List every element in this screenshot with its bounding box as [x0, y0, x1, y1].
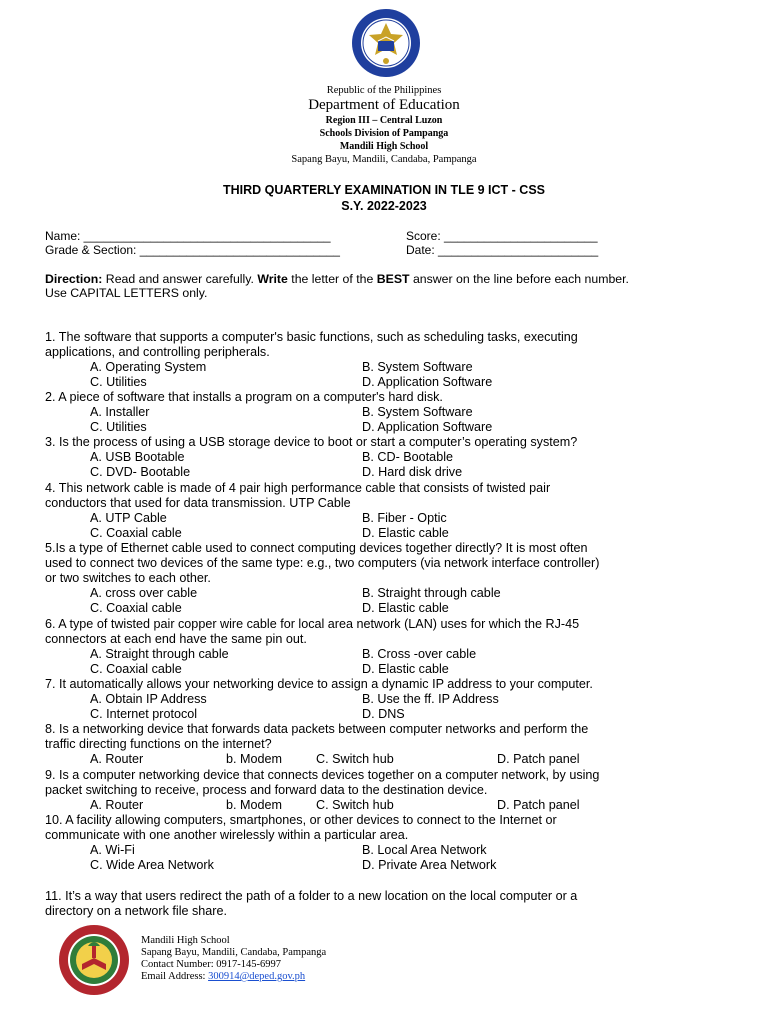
school-logo	[58, 924, 130, 996]
footer-contact: Contact Number: 0917-145-6997	[141, 959, 281, 970]
question-1-line-1: 1. The software that supports a computer's basic functions, such as scheduling tasks, executing	[45, 330, 578, 344]
division-text: Schools Division of Pampanga	[319, 128, 449, 139]
q9-option-c: C. Switch hub	[316, 798, 394, 812]
school-year: S.Y. 2022-2023	[341, 199, 427, 213]
q4-option-c: C. Coaxial cable	[90, 526, 182, 540]
question-5-line-1: 5.Is a type of Ethernet cable used to connect computing devices together directly? It is most often	[45, 541, 588, 555]
q8-option-d: D. Patch panel	[497, 752, 580, 766]
q1-option-a: A. Operating System	[90, 360, 207, 374]
q8-option-c: C. Switch hub	[316, 752, 394, 766]
q10-option-a: A. Wi-Fi	[90, 843, 135, 857]
q4-option-d: D. Elastic cable	[362, 526, 449, 540]
q6-option-b: B. Cross -over cable	[362, 647, 477, 661]
q5-option-b: B. Straight through cable	[362, 586, 501, 600]
question-8-line-2: traffic directing functions on the internet?	[45, 737, 272, 751]
direction-label: Direction:	[45, 272, 103, 286]
q9-option-b: b. Modem	[226, 798, 282, 812]
question-10-line-2: communicate with one another wirelessly within a particular area.	[45, 828, 409, 842]
footer-email-line	[141, 971, 305, 983]
question-11-line-1: 11. It’s a way that users redirect the path of a folder to a new location on the local computer or a	[45, 889, 578, 903]
name-field[interactable]: Name: _____________________________________	[45, 229, 331, 243]
direction-line-1	[45, 272, 629, 287]
q2-option-c: C. Utilities	[90, 420, 147, 434]
q5-option-c: C. Coaxial cable	[90, 601, 182, 615]
q7-option-a: A. Obtain IP Address	[90, 692, 207, 706]
q8-option-b: b. Modem	[226, 752, 282, 766]
question-3-line-1: 3. Is the process of using a USB storage device to boot or start a computer’s operating system?	[45, 435, 578, 449]
question-7-line-1: 7. It automatically allows your networking device to assign a dynamic IP address to your computer.	[45, 677, 593, 691]
q7-option-b: B. Use the ff. IP Address	[362, 692, 499, 706]
republic-text: Republic of the Philippines	[326, 85, 442, 96]
question-5-line-2: used to connect two devices of the same type: e.g., two computers (via network interface controller)	[45, 556, 600, 570]
footer-email-label: Email Address:	[141, 971, 209, 982]
school-text: Mandili High School	[339, 141, 429, 152]
q5-option-d: D. Elastic cable	[362, 601, 449, 615]
question-10-line-1: 10. A facility allowing computers, smartphones, or other devices to connect to the Internet or	[45, 813, 557, 827]
direction-write: Write	[257, 272, 288, 286]
question-9-line-2: packet switching to receive, process and forward data to the destination device.	[45, 783, 488, 797]
region-text: Region III – Central Luzon	[325, 115, 443, 126]
q4-option-b: B. Fiber - Optic	[362, 511, 447, 525]
department-text: Department of Education	[308, 97, 460, 113]
q1-option-d: D. Application Software	[362, 375, 493, 389]
question-6-line-1: 6. A type of twisted pair copper wire cable for local area network (LAN) uses for which the RJ-45	[45, 617, 580, 631]
deped-seal-logo	[351, 8, 421, 78]
q7-option-d: D. DNS	[362, 707, 405, 721]
question-5-line-3: or two switches to each other.	[45, 571, 211, 585]
q2-option-d: D. Application Software	[362, 420, 493, 434]
q7-option-c: C. Internet protocol	[90, 707, 198, 721]
q3-option-a: A. USB Bootable	[90, 450, 185, 464]
q1-option-b: B. System Software	[362, 360, 473, 374]
question-9-line-1: 9. Is a computer networking device that connects devices together on a computer network, by using	[45, 768, 600, 782]
q6-option-d: D. Elastic cable	[362, 662, 449, 676]
grade-section-field[interactable]: Grade & Section: ______________________________	[45, 243, 340, 257]
q10-option-d: D. Private Area Network	[362, 858, 497, 872]
question-4-line-2: conductors that used for data transmission. UTP Cable	[45, 496, 351, 510]
question-11-line-2: directory on a network file share.	[45, 904, 227, 918]
score-field[interactable]: Score: _______________________	[406, 229, 598, 243]
footer-school: Mandili High School	[141, 935, 230, 946]
exam-title: THIRD QUARTERLY EXAMINATION IN TLE 9 ICT - CSS	[222, 183, 545, 197]
direction-best: BEST	[376, 272, 410, 286]
q10-option-c: C. Wide Area Network	[90, 858, 214, 872]
q5-option-a: A. cross over cable	[90, 586, 198, 600]
q1-option-c: C. Utilities	[90, 375, 147, 389]
q6-option-c: C. Coaxial cable	[90, 662, 182, 676]
direction-text-1: Read and answer carefully.	[102, 272, 258, 286]
address-text: Sapang Bayu, Mandili, Candaba, Pampanga	[291, 154, 477, 165]
q3-option-d: D. Hard disk drive	[362, 465, 463, 479]
direction-line-2: Use CAPITAL LETTERS only.	[45, 286, 208, 300]
q4-option-a: A. UTP Cable	[90, 511, 167, 525]
question-1-line-2: applications, and controlling peripherals.	[45, 345, 270, 359]
q2-option-a: A. Installer	[90, 405, 150, 419]
q6-option-a: A. Straight through cable	[90, 647, 229, 661]
direction-text-2: the letter of the	[287, 272, 377, 286]
question-4-line-1: 4. This network cable is made of 4 pair high performance cable that consists of twisted pair	[45, 481, 551, 495]
question-8-line-1: 8. Is a networking device that forwards data packets between computer networks and perform the	[45, 722, 589, 736]
footer-email-link[interactable]: 300914@deped.gov.ph	[208, 971, 306, 982]
q3-option-c: C. DVD- Bootable	[90, 465, 191, 479]
q9-option-d: D. Patch panel	[497, 798, 580, 812]
direction-text-3: answer on the line before each number.	[409, 272, 629, 286]
q10-option-b: B. Local Area Network	[362, 843, 487, 857]
question-2-line-1: 2. A piece of software that installs a program on a computer's hard disk.	[45, 390, 443, 404]
q3-option-b: B. CD- Bootable	[362, 450, 453, 464]
date-field[interactable]: Date: ________________________	[406, 243, 599, 257]
q2-option-b: B. System Software	[362, 405, 473, 419]
question-6-line-2: connectors at each end have the same pin out.	[45, 632, 307, 646]
q8-option-a: A. Router	[90, 752, 144, 766]
footer-address: Sapang Bayu, Mandili, Candaba, Pampanga	[141, 947, 327, 958]
q9-option-a: A. Router	[90, 798, 144, 812]
